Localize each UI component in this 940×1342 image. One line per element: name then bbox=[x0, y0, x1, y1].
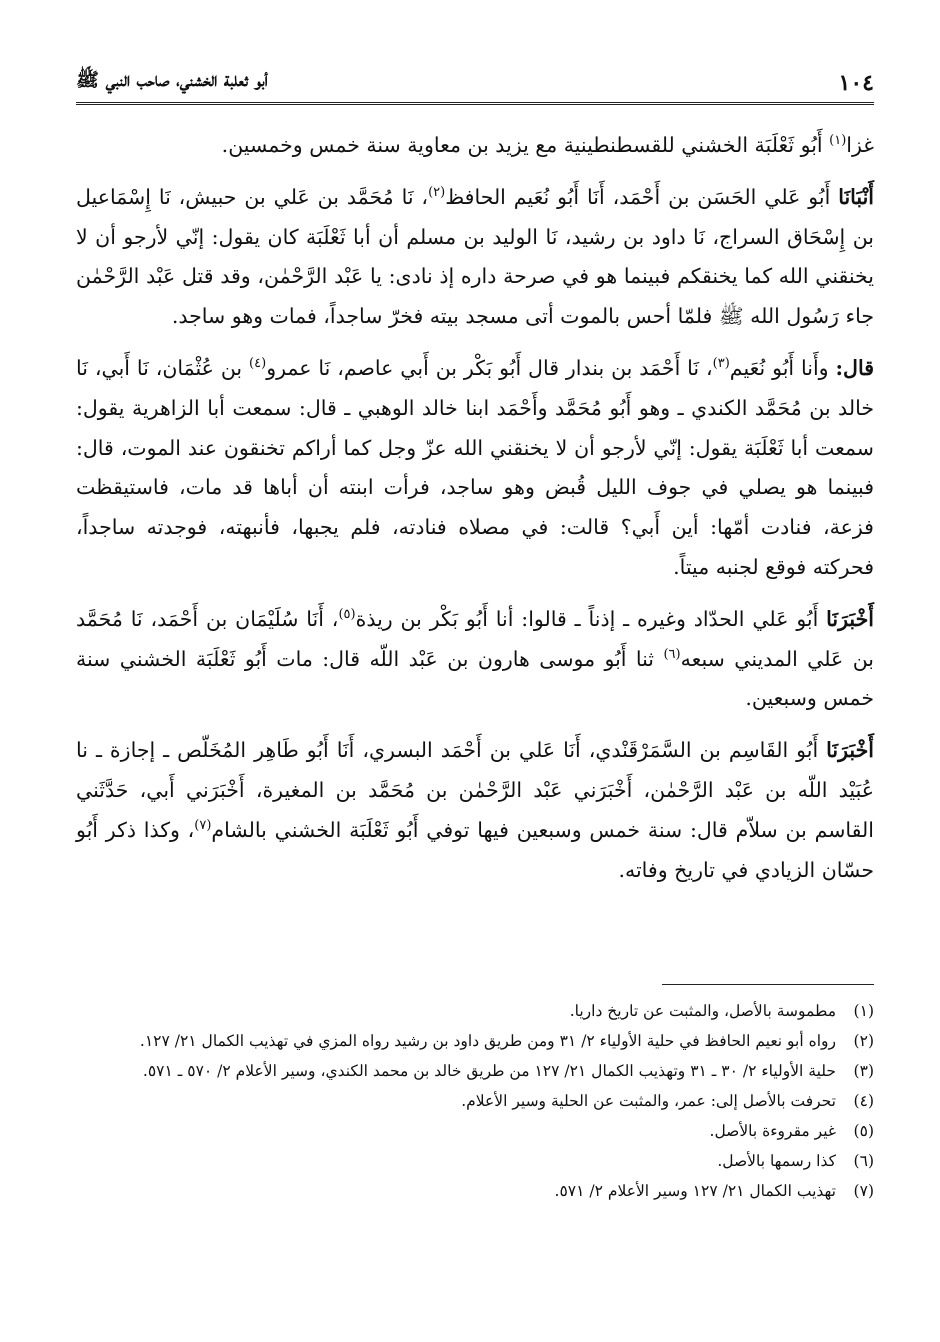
footnote-number: (١) bbox=[853, 1002, 874, 1020]
footnote bbox=[76, 996, 874, 1026]
footnote-number: (٢) bbox=[853, 1032, 874, 1050]
footnote bbox=[76, 1086, 874, 1116]
paragraph-text: أَبُو عَلي الحَسَن بن أَحْمَد، أَنَا أَبُو نُعَيم الحافظ bbox=[445, 184, 839, 209]
page-number: ١٠٤ bbox=[838, 70, 874, 96]
footnote-number: (٥) bbox=[853, 1122, 874, 1140]
paragraph-text: غزا bbox=[846, 133, 874, 157]
body-paragraph bbox=[76, 731, 874, 890]
footnote bbox=[76, 1176, 874, 1206]
footnotes bbox=[76, 996, 874, 1206]
footnote-text: مطموسة بالأصل، والمثبت عن تاريخ داريا. bbox=[569, 1002, 836, 1020]
paragraph-lead-word: أَخْبَرَنَا bbox=[826, 606, 874, 631]
footnote-separator bbox=[662, 984, 874, 985]
footnote bbox=[76, 1026, 874, 1056]
body-paragraph bbox=[76, 349, 874, 588]
body-paragraph bbox=[76, 126, 874, 166]
footnote-reference: (٦) bbox=[663, 646, 681, 662]
footnote-number: (٣) bbox=[853, 1062, 874, 1080]
paragraph-lead-word: أَنْبَانَا bbox=[838, 184, 874, 209]
footnote bbox=[76, 1056, 874, 1086]
paragraph-text: ، أَنَا سُلَيْمَان بن أَحْمَد، نَا مُحَمَّد بن عَلي المديني سبعه bbox=[76, 606, 874, 671]
paragraph-lead-word: قال: bbox=[835, 355, 874, 380]
footnote bbox=[76, 1116, 874, 1146]
footnote-number: (٧) bbox=[853, 1182, 874, 1200]
footnote-reference: (٥) bbox=[338, 606, 356, 622]
paragraph-text: وأَنا أَبُو نُعَيم bbox=[729, 355, 836, 380]
paragraph-text: ، نَا مُحَمَّد بن عَلي بن حبيش، نَا إِسْمَاعيل بن إِسْحَاق السراج، نَا داود بن رشيد، نَا الوليد بن مسلم أن أبا ثَعْلَبَة كان يقول: إنّي لأرجو أن لا يخنقني الله كما يخنقكم فبينما هو في صرحة داره إذ نادى: يا عَبْد الرَّحْمٰن، وقد قتل عَبْد الرَّحْمٰن جاء رَسُول الله ﷺ فلمّا أحس بالموت أتى مسجد بيته فخرّ ساجداً، فمات وهو ساجد. bbox=[76, 184, 874, 329]
paragraph-lead-word: أَخْبَرَنَا bbox=[826, 738, 874, 763]
paragraph-text: بن عُثْمَان، نَا أَبي، نَا خالد بن مُحَمَّد الكندي ـ وهو أَبُو مُحَمَّد وأَحْمَد ابنا خالد الوهبي ـ قال: سمعت أبا الزاهرية يقول: سمعت أبا ثَعْلَبَة يقول: إنّي لأرجو أن لا يخنقني الله عزّ وجل كما أراكم تخنقون عند الموت، قال: فبينما هو يصلي في جوف الليل قُبض وهو ساجد، فرأت ابنته أن أباها قد مات، فاستيقظت فزعة، فنادت أمّها: أين أَبي؟ قالت: في مصلاه فنادته، فلم يجبها، فأنبهته، فوجدته ساجداً، فحركته فوقع لجنبه ميتاً. bbox=[76, 355, 874, 579]
footnote-text: كذا رسمها بالأصل. bbox=[717, 1152, 836, 1170]
footnote-text: تهذيب الكمال ٢١/ ١٢٧ وسير الأعلام ٢/ ٥٧١. bbox=[554, 1182, 836, 1200]
paragraph-text: أَبُو ثَعْلَبَة الخشني للقسطنطينية مع يزيد بن معاوية سنة خمس وخمسين. bbox=[221, 133, 830, 157]
paragraph-text: ثنا أَبُو موسى هارون بن عَبْد اللّه قال: مات أَبُو ثَعْلَبَة الخشني سنة خمس وسبعين. bbox=[76, 646, 874, 711]
main-text bbox=[76, 126, 874, 902]
footnote-reference: (٣) bbox=[712, 356, 730, 372]
body-paragraph bbox=[76, 600, 874, 719]
page-header bbox=[76, 56, 874, 105]
running-title: أبو ثعلبة الخشني، صاحب النبي ﷺ bbox=[76, 69, 268, 91]
footnote-reference: (٧) bbox=[194, 817, 212, 833]
footnote-text: رواه أبو نعيم الحافظ في حلية الأولياء ٢/ ٣١ ومن طريق داود بن رشيد رواه المزي في تهذيب الكمال ٢١/ ١٢٧. bbox=[139, 1032, 836, 1050]
footnote-text: غير مقروءة بالأصل. bbox=[709, 1122, 836, 1140]
footnote-text: حلية الأولياء ٢/ ٣٠ ـ ٣١ وتهذيب الكمال ٢١/ ١٢٧ من طريق خالد بن محمد الكندي، وسير الأعلام ٢/ ٥٧٠ ـ ٥٧١. bbox=[142, 1062, 836, 1080]
paragraph-text: ، نَا أَحْمَد بن بندار قال أَبُو بَكْر بن أَبي عاصم، نَا عمرو bbox=[266, 355, 713, 380]
footnote-text: تحرفت بالأصل إلى: عمر، والمثبت عن الحلية وسير الأعلام. bbox=[461, 1092, 836, 1110]
footnote-number: (٤) bbox=[853, 1092, 874, 1110]
footnote-reference: (١) bbox=[829, 133, 847, 149]
footnote-number: (٦) bbox=[853, 1152, 874, 1170]
footnote bbox=[76, 1146, 874, 1176]
footnote-reference: (٤) bbox=[249, 356, 267, 372]
paragraph-text: أَبُو القَاسِم بن السَّمَرْقَنْدي، أَنَا عَلي بن أَحْمَد البسري، أَنَا أَبُو طَاهِر المُخَلّص ـ إجازة ـ نا عُبَيْد اللّه بن عَبْد الرَّحْمٰن، أَخْبَرَني عَبْد الرَّحْمٰن بن مُحَمَّد بن المغيرة، أَخْبَرَني أَبي، حَدَّثَني القاسم بن سلاّم قال: سنة خمس وسبعين فيها توفي أَبُو ثَعْلَبَة الخشني بالشام bbox=[76, 738, 874, 842]
paragraph-text: أَبُو عَلي الحدّاد وغيره ـ إذناً ـ قالوا: أنا أَبُو بَكْر بن ريذة bbox=[355, 606, 827, 631]
body-paragraph bbox=[76, 178, 874, 337]
footnote-reference: (٢) bbox=[428, 184, 446, 200]
paragraph-text: ، وكذا ذكر أَبُو حسّان الزيادي في تاريخ وفاته. bbox=[76, 817, 874, 882]
